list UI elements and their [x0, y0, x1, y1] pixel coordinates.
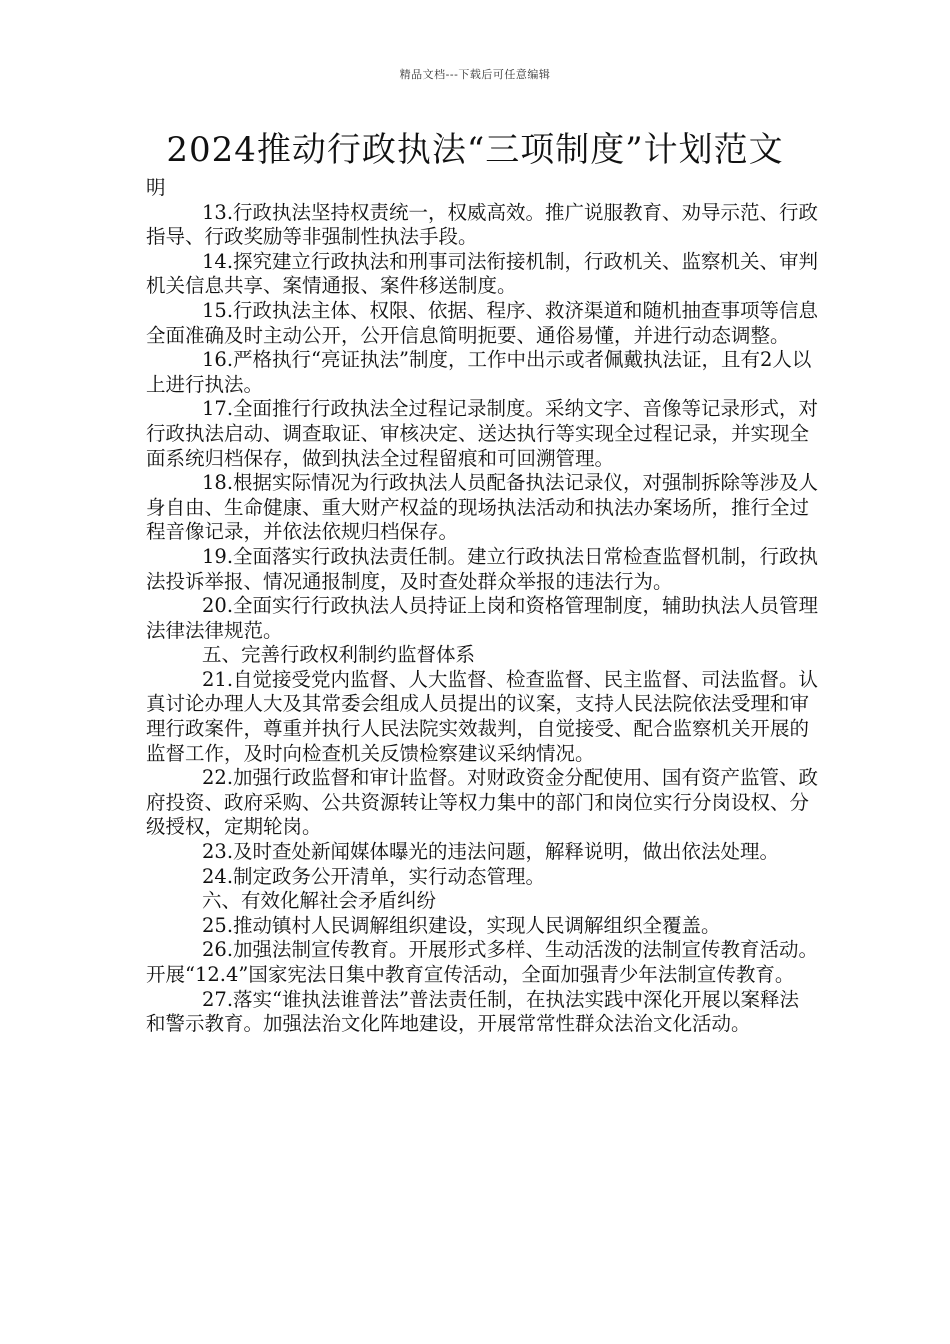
paragraph: 27.落实“谁执法谁普法”普法责任制，在执法实践中深化开展以案释法和警示教育。加强法治文化阵地建设，开展常常性群众法治文化活动。 [146, 987, 799, 1036]
paragraph: 19.全面落实行政执法责任制。建立行政执法日常检查监督机制，行政执法投诉举报、情况通报制度，及时查处群众举报的违法行为。 [146, 544, 819, 593]
paragraph: 13.行政执法坚持权责统一，权威高效。推广说服教育、劝导示范、行政指导、行政奖励等非强制性执法手段。 [146, 200, 819, 249]
document-body [146, 176, 818, 1037]
document-title: 2024推动行政执法“三项制度”计划范文 [166, 130, 784, 170]
paragraph: 20.全面实行行政执法人员持证上岗和资格管理制度，辅助执法人员管理法律法律规范。 [146, 594, 819, 642]
paragraph: 明 [146, 176, 166, 199]
paragraph: 23.及时查处新闻媒体曝光的违法问题，解释说明，做出依法处理。 [202, 840, 780, 864]
paragraph: 16.严格执行“亮证执法”制度，工作中出示或者佩戴执法证，且有2人以上进行执法。 [146, 348, 812, 396]
page-header-note: 精品文档---下载后可任意编辑 [399, 68, 551, 81]
paragraph: 18.根据实际情况为行政执法人员配备执法记录仪，对强制拆除等涉及人身自由、生命健康、重大财产权益的现场执法活动和执法办案场所，推行全过程音像记录，并依法依规归档保存。 [146, 471, 819, 544]
paragraph: 17.全面推行行政执法全过程记录制度。采纳文字、音像等记录形式，对行政执法启动、调查取证、审核决定、送达执行等实现全过程记录，并实现全面系统归档保存，做到执法全过程留痕和可回溯管理。 [146, 397, 819, 470]
paragraph: 24.制定政务公开清单，实行动态管理。 [202, 864, 546, 888]
section-heading: 六、有效化解社会矛盾纠纷 [202, 889, 437, 913]
paragraph: 15.行政执法主体、权限、依据、程序、救济渠道和随机抽查事项等信息全面准确及时主动公开，公开信息简明扼要、通俗易懂，并进行动态调整。 [146, 298, 819, 347]
paragraph: 22.加强行政监督和审计监督。对财政资金分配使用、国有资产监管、政府投资、政府采购、公共资源转让等权力集中的部门和岗位实行分岗设权、分级授权，定期轮岗。 [146, 766, 819, 839]
paragraph: 14.探究建立行政执法和刑事司法衔接机制，行政机关、监察机关、审判机关信息共享、案情通报、案件移送制度。 [146, 249, 819, 298]
paragraph: 26.加强法制宣传教育。开展形式多样、生动活泼的法制宣传教育活动。开展“12.4”国家宪法日集中教育宣传活动，全面加强青少年法制宣传教育。 [146, 938, 819, 986]
paragraph: 25.推动镇村人民调解组织建设，实现人民调解组织全覆盖。 [202, 913, 721, 937]
paragraph: 21.自觉接受党内监督、人大监督、检查监督、民主监督、司法监督。认真讨论办理人大及其常委会组成人员提出的议案，支持人民法院依法受理和审理行政案件，尊重并执行人民法院实效裁判，自觉接受、配合监察机关开展的监督工作，及时向检查机关反馈检察建议采纳情况。 [146, 667, 819, 765]
section-heading: 五、完善行政权利制约监督体系 [202, 643, 476, 667]
